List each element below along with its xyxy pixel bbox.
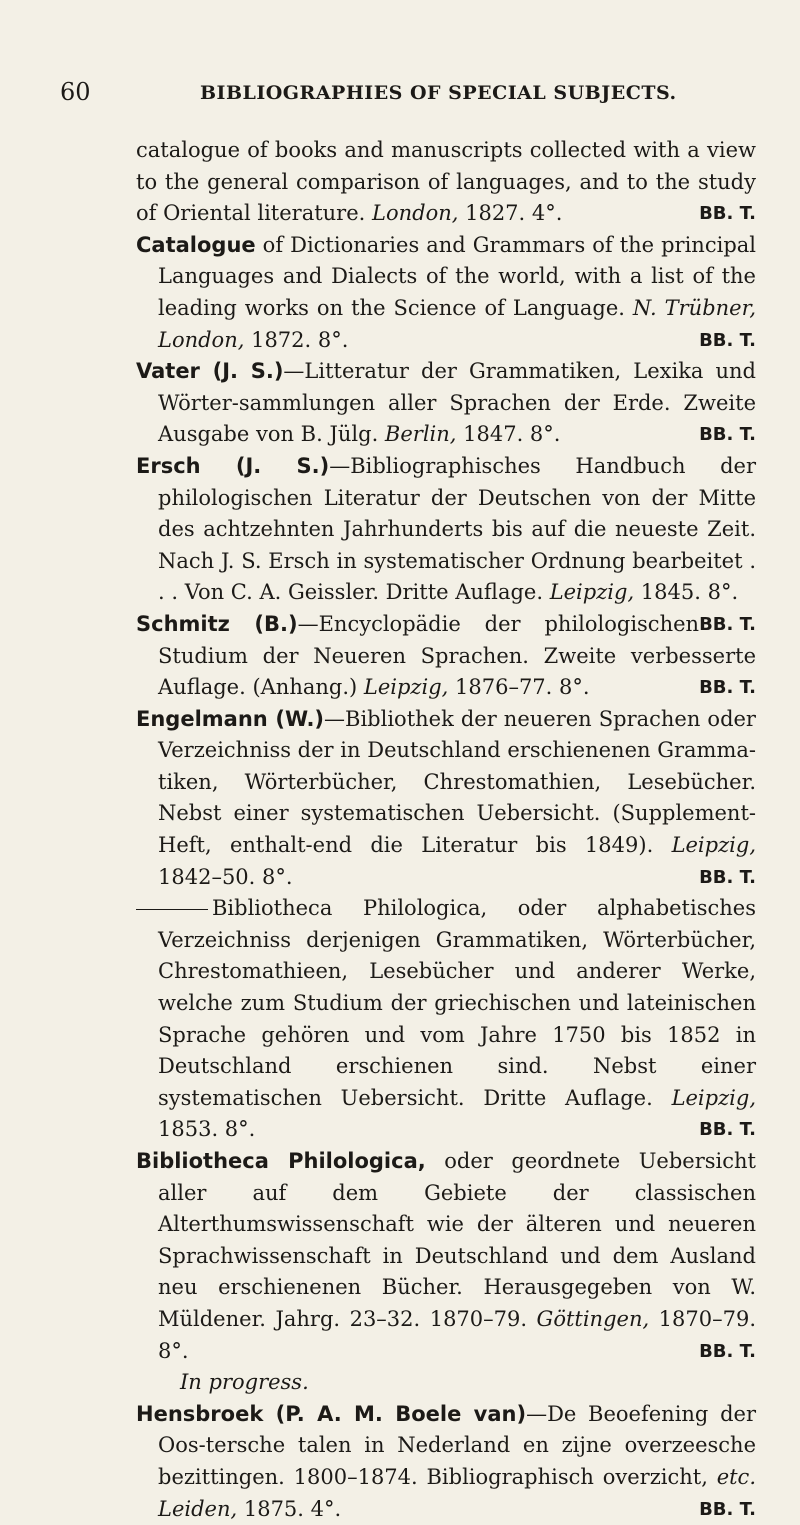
entry-place: Leipzig, xyxy=(363,675,449,700)
entry-date: 1875. 4°. xyxy=(237,1496,342,1521)
bibliography-list xyxy=(136,135,756,1525)
entry-heading: Bibliotheca Philologica, xyxy=(136,1149,426,1173)
shelf-location: BB. T. xyxy=(699,866,756,888)
entry-text: —Bibliothek der neueren Sprachen oder Verzeichniss der in Deutschland erschienenen Gramma-tiken, Wörterbücher, Chrestomathien, Lesebücher. Nebst einer systematischen Uebersicht. (Supplement-Heft, enthalt-end die Literatur bis 1849). xyxy=(158,706,756,858)
entry-text: —Bibliographisches Handbuch der philologischen Literatur der Deutschen von der Mitte des achtzehnten Jahrhunderts bis auf die neueste Zeit. Nach J. S. Ersch in systematischer Ordnung bearbeitet . . . Von C. A. Geissler. Dritte Auflage. xyxy=(158,453,756,605)
entry-heading: Engelmann (W.) xyxy=(136,706,325,731)
entry-heading: Hensbroek (P. A. M. Boele van) xyxy=(136,1401,527,1426)
entry-date: 1827. 4°. xyxy=(458,201,563,226)
ditto-dash xyxy=(136,909,208,910)
entry-text: of Dictionaries and Grammars of the principal Languages and Dialects of the world, with a list of the leading works on the Science of Language. xyxy=(158,232,756,320)
shelf-location: BB. T. xyxy=(699,1498,756,1520)
entry-date: 1872. 8°. xyxy=(244,327,349,352)
shelf-location: BB. T. xyxy=(699,424,756,446)
entry-date: 1853. 8°. xyxy=(158,1117,256,1142)
entry-heading: Vater (J. S.) xyxy=(136,359,284,384)
entry-heading: Schmitz (B.) xyxy=(136,611,298,636)
entry-bibliotheca-philologica xyxy=(136,1146,756,1399)
entry-place: Berlin, xyxy=(384,422,457,447)
entry-date: 1847. 8°. xyxy=(456,422,561,447)
entry-place: Leipzig, xyxy=(549,580,635,605)
entry-text: —Encyclopädie der philologischen Studium der Neueren Sprachen. Zweite verbesserte Auflage. (Anhang.) xyxy=(158,611,756,700)
shelf-location: BB. T. xyxy=(699,1340,756,1362)
entry-date: 1876–77. 8°. xyxy=(448,675,590,700)
entry-extra: etc. xyxy=(716,1464,756,1489)
shelf-location: BB. T. xyxy=(699,203,756,225)
entry-engelmann xyxy=(136,704,756,894)
entry-date: 1870–79. 8°. xyxy=(158,1306,756,1363)
entry-place: N. Trübner, London, xyxy=(158,295,756,352)
entry-text: catalogue of books and manuscripts collected with a view to the general comparison of languages, and to the study of Oriental literature. xyxy=(136,138,756,226)
entry-text: Bibliotheca Philologica, oder alphabetisches Verzeichniss derjenigen Grammatiken, Wörterbücher, Chrestomathieen, Lesebücher und anderer Werke, welche zum Studium der griechischen und lateinischen Sprache gehören und vom Jahre 1750 bis 1852 in Deutschland erschienen sind. Nebst einer systematischen Uebersicht. Dritte Auflage. xyxy=(158,896,756,1110)
entry-vater xyxy=(136,356,756,451)
entry-place: Leipzig, xyxy=(671,833,756,858)
entry-engelmann-2 xyxy=(136,893,756,1146)
entry-place: Leipzig, xyxy=(671,1085,756,1110)
entry-date: 1845. 8°. xyxy=(634,580,739,605)
page-number: 60 xyxy=(60,78,91,106)
entry-heading: Catalogue xyxy=(136,232,256,257)
running-title: BIBLIOGRAPHIES OF SPECIAL SUBJECTS. xyxy=(200,82,677,104)
entry-catalogue xyxy=(136,230,756,356)
entry-hensbroek xyxy=(136,1399,756,1525)
shelf-location: BB. T. xyxy=(699,1119,756,1141)
entry-place: London, xyxy=(372,201,459,226)
entry-continuation xyxy=(136,135,756,230)
entry-text: —Litteratur der Grammatiken, Lexika und Wörter-sammlungen aller Sprachen der Erde. Zweite Ausgabe von B. Jülg. xyxy=(158,359,757,447)
shelf-location: BB. T. xyxy=(699,677,756,699)
shelf-location: BB. T. xyxy=(699,613,756,635)
entry-schmitz xyxy=(136,609,756,704)
entry-note: In progress. xyxy=(180,1370,309,1395)
page-header xyxy=(60,78,740,118)
entry-place: Leiden, xyxy=(158,1496,238,1521)
shelf-location: BB. T. xyxy=(699,329,756,351)
entry-text: —De Beoefening der Oos-tersche talen in Nederland en zijne overzeesche bezittingen. 1800–1874. Bibliographisch overzicht, xyxy=(158,1401,756,1489)
entry-date: 1842–50. 8°. xyxy=(158,864,293,889)
entry-text: oder geordnete Uebersicht aller auf dem Gebiete der classischen Alterthumswissenschaft wie der älteren und neueren Sprachwissenschaft in Deutschland und dem Ausland neu erschienenen Bücher. Herausgegeben von W. Müldener. Jahrg. 23–32. 1870–79. xyxy=(158,1149,756,1331)
entry-heading: Ersch (J. S.) xyxy=(136,453,330,478)
entry-place: Göttingen, xyxy=(536,1306,650,1331)
